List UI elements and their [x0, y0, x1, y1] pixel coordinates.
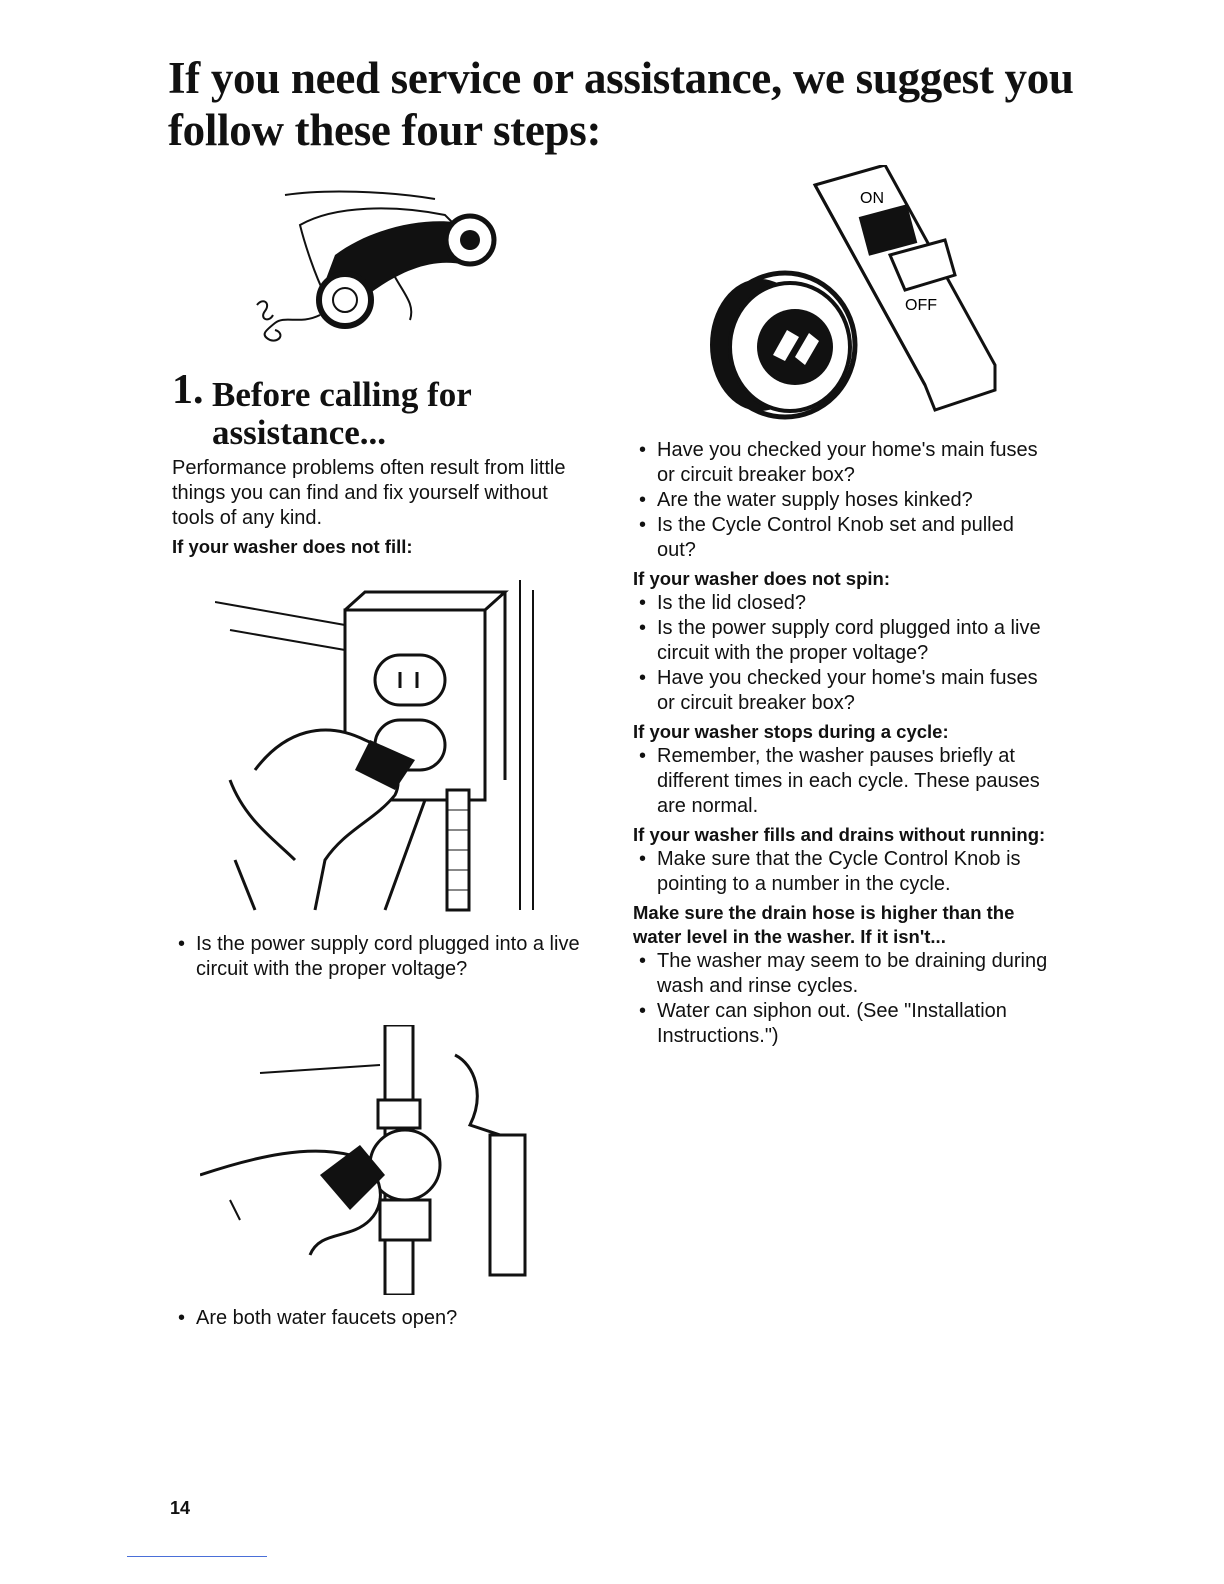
- left-bullet-power: [172, 932, 592, 982]
- page-title: If you need service or assistance, we suggest you follow these four steps:: [168, 53, 1074, 155]
- faucet-illustration: [200, 1025, 545, 1295]
- left-bullet-faucets: [172, 1306, 592, 1331]
- right-column: [633, 438, 1053, 1049]
- bullet-power-cord-spin: • Is the power supply cord plugged into a live circuit with the proper voltage?: [633, 616, 1053, 666]
- footer-divider: [127, 1556, 267, 1557]
- bullet-lid: • Is the lid closed?: [633, 591, 1053, 616]
- breaker-off-label: OFF: [905, 297, 937, 314]
- bullet-pauses: • Remember, the washer pauses briefly at different times in each cycle. These pauses are normal.: [633, 744, 1053, 819]
- intro-paragraph: Performance problems often result from little things you can find and fix yourself without tools of any kind.: [172, 457, 566, 529]
- outlet-plug-illustration: [215, 580, 555, 920]
- subheading-stops: If your washer stops during a cycle:: [633, 721, 949, 742]
- telephone-illustration: [245, 185, 505, 345]
- bullet-draining: • The washer may seem to be draining during wash and rinse cycles.: [633, 949, 1053, 999]
- bullet-hoses: • Are the water supply hoses kinked?: [633, 488, 1053, 513]
- bullet-fuses: • Have you checked your home's main fuses or circuit breaker box?: [633, 438, 1053, 488]
- step-number: 1.: [172, 367, 204, 413]
- subheading-fills-drains: If your washer fills and drains without running:: [633, 824, 1046, 845]
- breaker-on-label: ON: [860, 190, 884, 207]
- page-number: 14: [170, 1498, 191, 1518]
- subheading-no-spin: If your washer does not spin:: [633, 568, 890, 589]
- bullet-fuses-spin: • Have you checked your home's main fuses or circuit breaker box?: [633, 666, 1053, 716]
- bullet-faucets: • Are both water faucets open?: [172, 1306, 592, 1331]
- left-column: [172, 456, 592, 559]
- circuit-breaker-illustration: [695, 165, 1015, 420]
- bullet-siphon: • Water can siphon out. (See "Installation Instructions."): [633, 999, 1053, 1049]
- bullet-power-cord: • Is the power supply cord plugged into a live circuit with the proper voltage?: [172, 932, 592, 982]
- bullet-knob-number: • Make sure that the Cycle Control Knob is pointing to a number in the cycle.: [633, 847, 1053, 897]
- step-title: Before calling for assistance...: [212, 375, 472, 452]
- drain-hose-note: Make sure the drain hose is higher than the water level in the washer. If it isn't...: [633, 902, 1015, 947]
- bullet-knob: • Is the Cycle Control Knob set and pulled out?: [633, 513, 1053, 563]
- subheading-no-fill: If your washer does not fill:: [172, 536, 413, 557]
